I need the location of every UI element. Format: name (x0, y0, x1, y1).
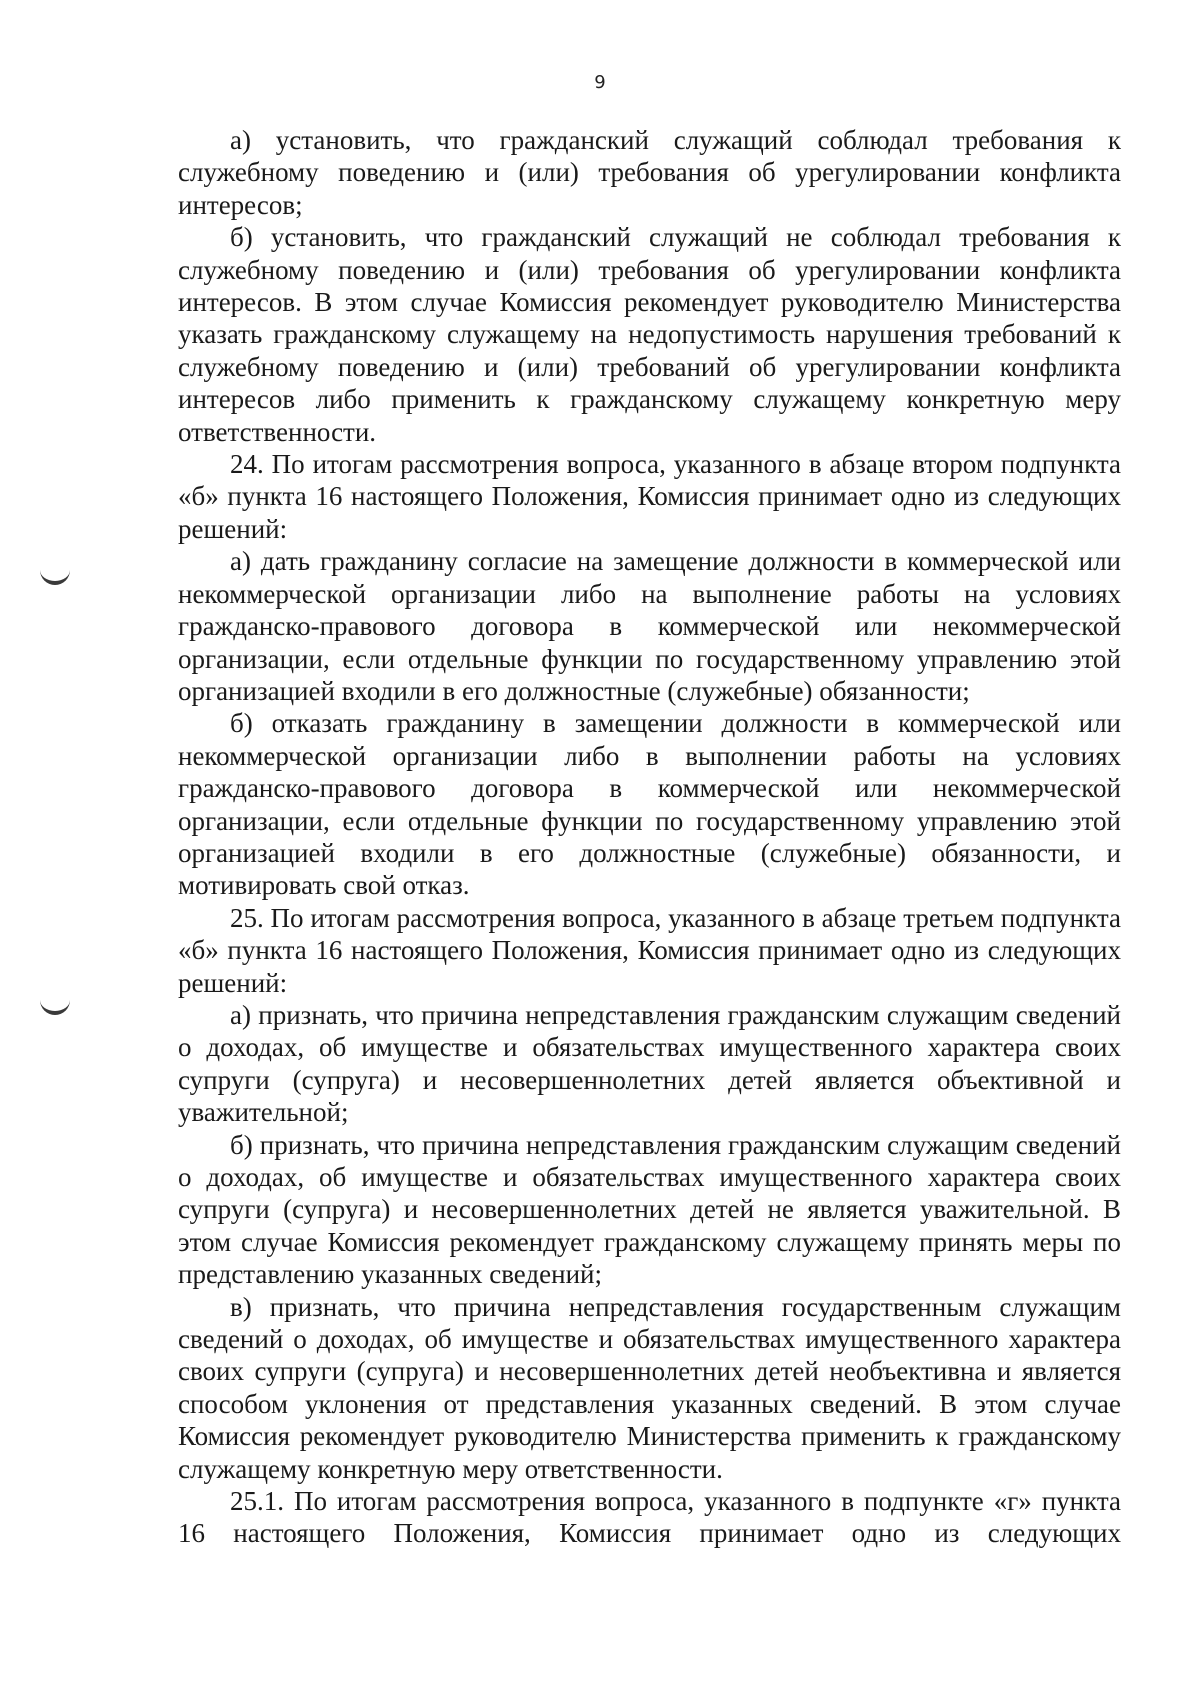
paragraph-24: 24. По итогам рассмотрения вопроса, указанного в абзаце втором подпункта «б» пункта 16 настоящего Положения, Комиссия принимает одно из следующих решений: (178, 449, 1121, 544)
paragraph-24a: а) дать гражданину согласие на замещение должности в коммерческой или некоммерческой организации либо на выполнение работы на условиях гражданско-правового договора в коммерческой или некоммерческой организации, если отдельные функции по государственному управлению этой организацией входили в его должностные (служебные) обязанности; (178, 546, 1121, 706)
binder-hole-mark-lower (40, 997, 70, 1015)
paragraph-25: 25. По итогам рассмотрения вопроса, указанного в абзаце третьем подпункта «б» пункта 16 настоящего Положения, Комиссия принимает одно из следующих решений: (178, 902, 1121, 998)
binder-hole-mark-upper (40, 567, 70, 585)
paragraph-25a: а) признать, что причина непредставления гражданским служащим сведений о доходах, об имуществе и обязательствах имущественного характера своих супруги (супруга) и несовершеннолетних детей является объективной и уважительной; (178, 999, 1121, 1128)
paragraph-25-1: 25.1. По итогам рассмотрения вопроса, указанного в подпункте «г» пункта 16 настоящего Положения, Комиссия принимает одно из следующих (178, 1486, 1121, 1549)
paragraph-23b: б) установить, что гражданский служащий не соблюдал требования к служебному поведению и (или) требования об урегулировании конфликта интересов. В этом случае Комиссия рекомендует руководителю Министерства указать гражданскому служащему на недопустимость нарушения требований к служебному поведению и (или) требований об урегулировании конфликта интересов либо применить к гражданскому служащему конкретную меру ответственности. (178, 222, 1121, 447)
paragraph-23a: а) установить, что гражданский служащий соблюдал требования к служебному поведению и (или) требования об урегулировании конфликта интересов; (178, 125, 1121, 220)
paragraph-25v: в) признать, что причина непредставления государственным служащим сведений о доходах, об имуществе и обязательствах имущественного характера своих супруги (супруга) и несовершеннолетних детей необъективна и является способом уклонения от представления указанных сведений. В этом случае Комиссия рекомендует руководителю Министерства применить к гражданскому служащему конкретную меру ответственности. (178, 1291, 1121, 1484)
document-body (178, 124, 1121, 1550)
paragraph-25b: б) признать, что причина непредставления гражданским служащим сведений о доходах, об имуществе и обязательствах имущественного характера своих супруги (супруга) и несовершеннолетних детей не является уважительной. В этом случае Комиссия рекомендует гражданскому служащему принять меры по представлению указанных сведений; (178, 1129, 1121, 1290)
page-number: 9 (594, 72, 606, 93)
paragraph-24b: б) отказать гражданину в замещении должности в коммерческой или некоммерческой организации либо в выполнении работы на условиях гражданско-правового договора в коммерческой или некоммерческой организации, если отдельные функции по государственному управлению этой организацией входили в его должностные (служебные) обязанности, и мотивировать свой отказ. (178, 708, 1121, 901)
